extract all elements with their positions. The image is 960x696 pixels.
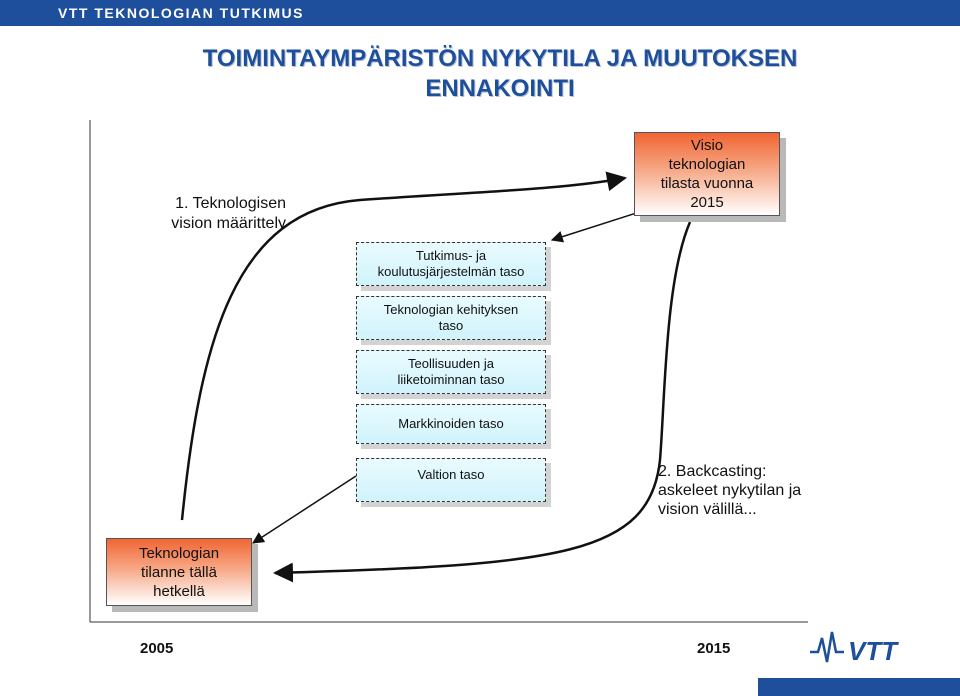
step1-line: 1. Teknologisen bbox=[175, 195, 286, 212]
vtt-logo-icon bbox=[808, 628, 904, 666]
current-line: hetkellä bbox=[153, 582, 205, 600]
step2-line: vision välillä... bbox=[658, 501, 757, 518]
header-label: VTT TEKNOLOGIAN TUTKIMUS bbox=[58, 5, 304, 21]
vision-line: 2015 bbox=[690, 194, 724, 211]
level-line: Teknologian kehityksen bbox=[383, 302, 519, 317]
level-government bbox=[356, 458, 546, 502]
level-line: Markkinoiden taso bbox=[398, 416, 504, 431]
level-markets bbox=[356, 404, 546, 444]
current-state-box bbox=[106, 538, 252, 606]
step1-line: vision määrittely bbox=[171, 215, 286, 232]
arrow-state-to-current bbox=[253, 476, 356, 543]
level-line: koulutusjärjestelmän taso bbox=[377, 264, 525, 279]
level-research bbox=[356, 242, 546, 286]
level-line: Valtion taso bbox=[417, 467, 485, 482]
level-line: taso bbox=[438, 318, 464, 333]
vision-box bbox=[634, 132, 780, 216]
level-line: liiketoiminnan taso bbox=[397, 372, 505, 387]
title-line-2: ENNAKOINTI bbox=[425, 75, 575, 102]
vision-line: Visio bbox=[690, 137, 724, 154]
year-start: 2005 bbox=[140, 640, 174, 657]
year-end: 2015 bbox=[697, 640, 731, 657]
step1-label bbox=[130, 194, 286, 234]
step2-line: askeleet nykytilan ja bbox=[658, 482, 802, 499]
level-line: Teollisuuden ja bbox=[407, 356, 494, 371]
current-line: tilanne tällä bbox=[141, 563, 217, 581]
level-industry bbox=[356, 350, 546, 394]
title-line-1: TOIMINTAYMPÄRISTÖN NYKYTILA JA MUUTOKSEN bbox=[202, 45, 798, 72]
level-line: Tutkimus- ja bbox=[415, 248, 487, 263]
level-technology bbox=[356, 296, 546, 340]
vision-line: teknologian bbox=[668, 156, 746, 173]
current-line: Teknologian bbox=[138, 544, 220, 562]
vision-line: tilasta vuonna bbox=[660, 175, 754, 192]
step2-line: 2. Backcasting: bbox=[658, 463, 767, 480]
footer-accent-bar bbox=[758, 678, 960, 696]
step2-label bbox=[658, 462, 858, 519]
logo-text: VTT bbox=[848, 636, 898, 666]
